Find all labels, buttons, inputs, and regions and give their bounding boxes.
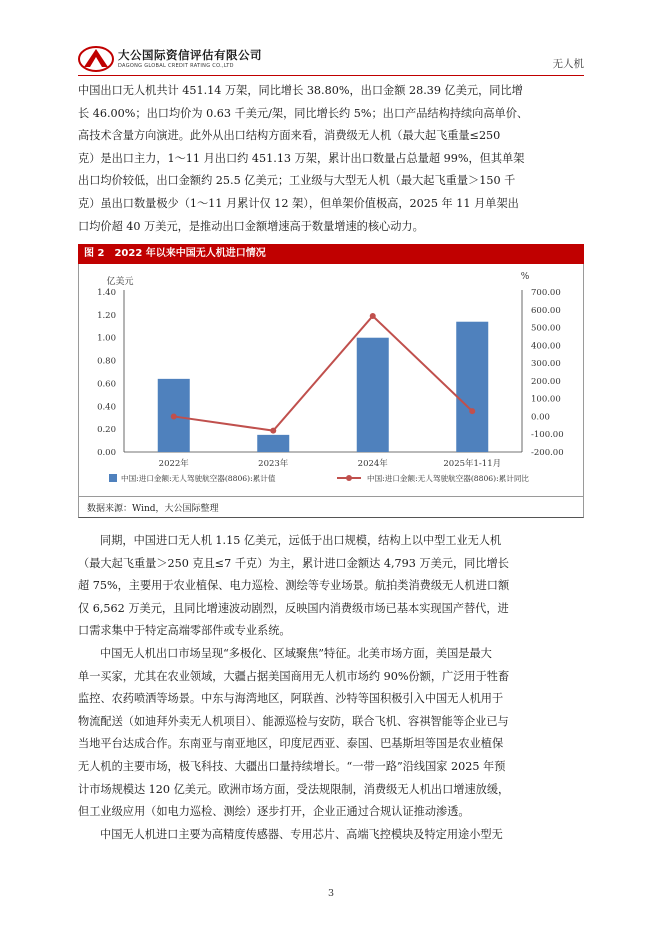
text-line: 中国无人机进口主要为高精度传感器、专用芯片、高端飞控模块及特定用途小型无 xyxy=(100,828,503,841)
right-tick-label: 300.00 xyxy=(531,359,561,370)
text-line: 中国出口无人机共计 451.14 万架，同比增长 38.80%，出口金额 28.39 亿美元，同比增 xyxy=(78,84,523,97)
text-line: （最大起飞重量＞250 克且≤7 千克）为主，累计进口金额达 4,793 万美元，同比增长 xyxy=(78,556,509,570)
text-line: 监控、农药喷洒等场景。中东与海湾地区，阿联酋、沙特等国积极引入中国无人机用于 xyxy=(78,692,504,706)
right-tick-label: 400.00 xyxy=(531,341,561,352)
left-tick-label: 1.40 xyxy=(97,288,116,298)
text-line: 高技术含量方向演进。此外从出口结构方面来看，消费级无人机（最大起飞重量≤250 xyxy=(78,129,501,143)
text-line: 单一买家，尤其在农业领域，大疆占据美国商用无人机市场约 90%份额，广泛用于牲畜 xyxy=(78,669,510,683)
right-tick-label: 0.00 xyxy=(531,412,550,423)
left-tick-label: 0.80 xyxy=(97,356,116,367)
figure-source-row xyxy=(78,496,584,518)
text-line: 同期，中国进口无人机 1.15 亿美元，远低于出口规模，结构上以中型工业无人机 xyxy=(100,534,502,547)
text-line: 口需求集中于特定高端零部件或专业系统。 xyxy=(78,624,291,638)
text-line: 口均价超 40 万美元，是推动出口金额增速高于数量增速的核心动力。 xyxy=(78,219,424,233)
text-line: 无人机的主要市场，极飞科技、大疆出口量持续增长。“一带一路”沿线国家 2025 年预 xyxy=(78,759,506,773)
document-tag: 无人机 xyxy=(552,58,584,70)
figure-title: 图 2 2022 年以来中国无人机进口情况 xyxy=(78,244,584,264)
legend-line-marker xyxy=(346,475,352,481)
right-tick-label: 200.00 xyxy=(531,376,561,387)
legend-line-label: 中国:进口金额:无人驾驶航空器(8806):累计同比 xyxy=(367,474,530,483)
text-line: 物流配送（如迪拜外卖无人机项目）、能源巡检与安防，联合飞机、容祺智能等企业已与 xyxy=(78,714,509,728)
legend-bar-swatch xyxy=(109,474,117,482)
x-tick-label: 2023年 xyxy=(258,459,289,469)
brand-name-cn: 大公国际资信评估有限公司 xyxy=(118,48,262,62)
text-line: 当地平台达成合作。东南亚与南亚地区，印度尼西亚、泰国、巴基斯坦等国是农业植保 xyxy=(78,737,504,751)
page-number: 3 xyxy=(327,888,335,899)
left-tick-label: 0.60 xyxy=(97,379,116,390)
dagong-logo-icon xyxy=(78,45,114,73)
bar-mark xyxy=(357,338,389,452)
legend-bar-label: 中国:进口金额:无人驾驶航空器(8806):累计值 xyxy=(121,474,276,483)
text-line: 计市场规模达 120 亿美元。欧洲市场方面，受法规限制，消费级无人机出口增速放缓， xyxy=(78,782,510,796)
paragraph-import-summary xyxy=(78,530,584,643)
left-tick-label: 1.20 xyxy=(97,310,116,321)
line-series xyxy=(174,316,473,431)
text-line: 克）虽出口数量极少（1～11 月累计仅 12 架），但单架价值极高，2025 年 11 月单架出 xyxy=(78,196,519,210)
x-tick-label: 2024年 xyxy=(357,459,388,469)
text-line: 仅 6,562 万美元，且同比增速波动剧烈，反映国内消费级市场已基本实现国产替代，进 xyxy=(78,601,509,615)
bar-mark xyxy=(456,322,488,452)
left-axis-unit: 亿美元 xyxy=(106,277,134,287)
right-tick-label: -200.00 xyxy=(531,448,564,458)
text-line: 长 46.00%；出口均价为 0.63 千美元/架，同比增长约 5%；出口产品结构持续向高单价、 xyxy=(78,106,529,120)
left-tick-label: 0.20 xyxy=(97,425,116,436)
x-tick-label: 2025年1-11月 xyxy=(443,459,502,469)
brand-name-en: DAGONG GLOBAL CREDIT RATING CO.,LTD xyxy=(118,63,234,69)
right-tick-label: 500.00 xyxy=(531,323,561,334)
x-tick-label: 2022年 xyxy=(158,459,189,469)
text-line: 出口均价较低，出口金额约 25.5 亿美元；工业级与大型无人机（最大起飞重量＞150 千 xyxy=(78,174,516,188)
left-tick-label: 1.00 xyxy=(97,333,116,344)
text-line: 但工业级应用（如电力巡检、测绘）逐步打开，企业正通过合规认证推动渗透。 xyxy=(78,805,470,819)
chart-container xyxy=(78,264,584,496)
text-line: 超 75%，主要用于农业植保、电力巡检、测绘等专业场景。航拍类消费级无人机进口额 xyxy=(78,579,510,593)
left-tick-label: 0.00 xyxy=(97,448,116,458)
right-tick-label: 700.00 xyxy=(531,288,561,298)
paragraph-export-markets xyxy=(78,643,584,824)
figure-source: 数据来源：Wind，大公国际整理 xyxy=(87,504,219,514)
text-line: 克）是出口主力，1～11 月出口约 451.13 万架，累计出口数量占总量超 99%，但其单架 xyxy=(78,151,525,165)
bar-mark xyxy=(257,435,289,452)
line-point xyxy=(469,408,475,414)
line-point xyxy=(370,313,376,319)
right-tick-label: -100.00 xyxy=(531,430,564,441)
line-point xyxy=(270,428,276,434)
right-tick-label: 600.00 xyxy=(531,305,561,316)
import-chart xyxy=(79,264,585,496)
text-line: 中国无人机出口市场呈现“多极化、区域聚焦”特征。北美市场方面，美国是最大 xyxy=(100,647,492,660)
line-point xyxy=(171,413,177,419)
right-axis-unit: % xyxy=(520,272,530,282)
paragraph-import-composition xyxy=(78,824,584,847)
left-tick-label: 0.40 xyxy=(97,402,116,413)
paragraph-export-summary xyxy=(78,80,584,238)
right-tick-label: 100.00 xyxy=(531,394,561,405)
page-header xyxy=(78,42,584,76)
